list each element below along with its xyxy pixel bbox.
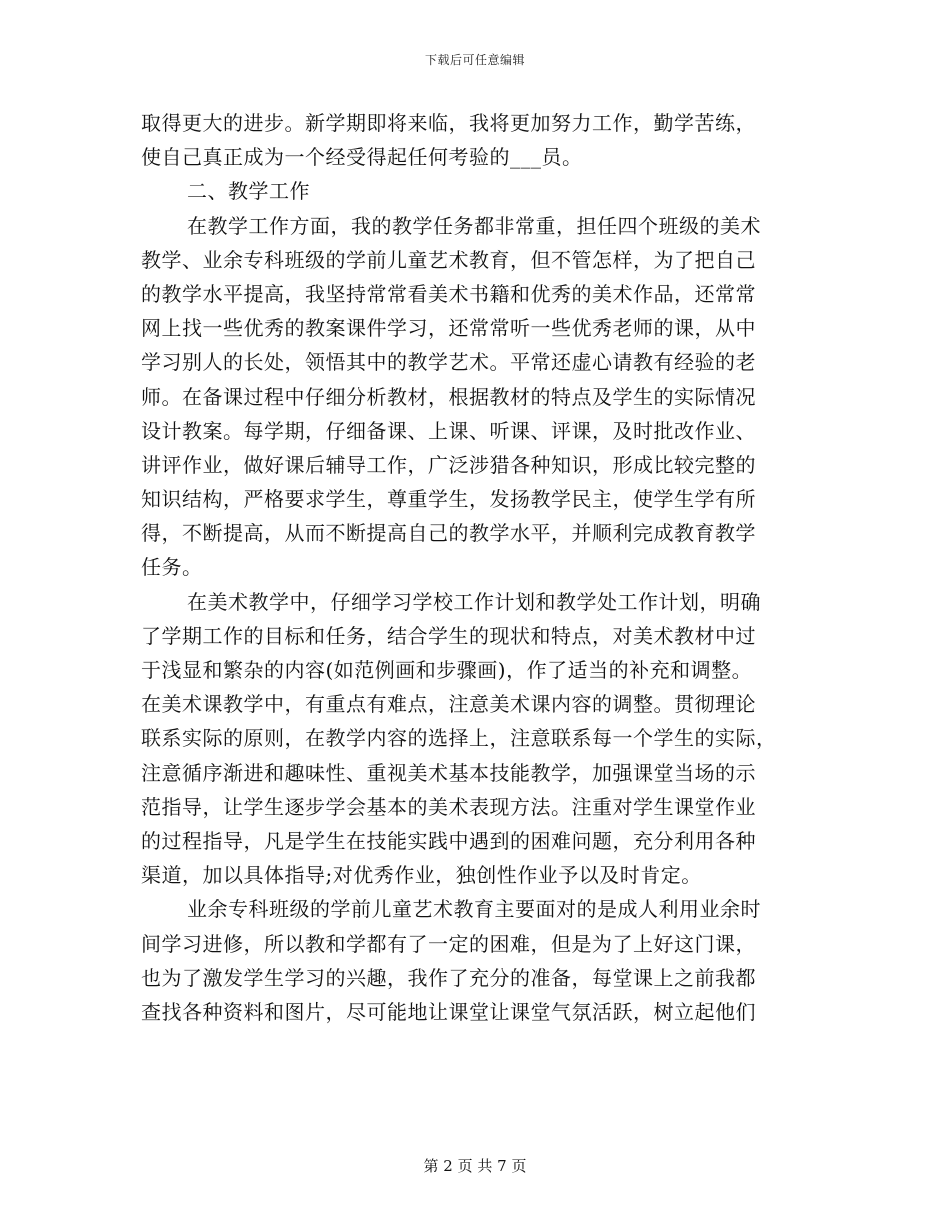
- text-line: 任务。: [141, 555, 203, 580]
- page-header-note: 下载后可任意编辑: [424, 53, 525, 67]
- text-line: 查找各种资料和图片，尽可能地让课堂让课堂气氛活跃，树立起他们: [141, 999, 756, 1024]
- text-line: 了学期工作的目标和任务，结合学生的现状和特点，对美术教材中过: [141, 623, 756, 648]
- section-heading: 二、教学工作: [187, 179, 310, 204]
- text-line: 注意循序渐进和趣味性、重视美术基本技能教学，加强课堂当场的示: [141, 760, 756, 785]
- text-line: 讲评作业，做好课后辅导工作，广泛涉猎各种知识，形成比较完整的: [141, 452, 756, 477]
- page-number-footer: 第 2 页 共 7 页: [423, 1157, 527, 1175]
- text-line: 使自己真正成为一个经受得起任何考验的___员。: [141, 145, 583, 170]
- text-line: 在美术课教学中，有重点有难点，注意美术课内容的调整。贯彻理论: [141, 692, 756, 717]
- text-line: 范指导，让学生逐步学会基本的美术表现方法。注重对学生课堂作业: [141, 794, 756, 819]
- document-body: [141, 106, 809, 1029]
- text-line: 取得更大的进步。新学期即将来临，我将更加努力工作，勤学苦练，: [141, 111, 756, 135]
- text-line: 网上找一些优秀的教案课件学习，还常常听一些优秀老师的课，从中: [141, 316, 756, 341]
- text-line: 联系实际的原则，在教学内容的选择上，注意联系每一个学生的实际，: [141, 726, 777, 751]
- paragraph-start-line: 在美术教学中，仔细学习学校工作计划和教学处工作计划，明确: [187, 589, 761, 614]
- text-line: 教学、业余专科班级的学前儿童艺术教育，但不管怎样，为了把自己: [141, 247, 756, 272]
- text-line: 间学习进修，所以教和学都有了一定的困难，但是为了上好这门课，: [141, 931, 756, 956]
- text-line: 学习别人的长处，领悟其中的教学艺术。平常还虚心请教有经验的老: [141, 350, 756, 375]
- paragraph-start-line: 业余专科班级的学前儿童艺术教育主要面对的是成人利用业余时: [187, 897, 761, 922]
- text-line: 得，不断提高，从而不断提高自己的教学水平，并顺利完成教育教学: [141, 521, 756, 546]
- paragraph-start-line: 在教学工作方面，我的教学任务都非常重，担任四个班级的美术: [187, 213, 761, 238]
- text-line: 师。在备课过程中仔细分析教材，根据教材的特点及学生的实际情况: [141, 384, 756, 409]
- text-line: 设计教案。每学期，仔细备课、上课、听课、评课，及时批改作业、: [141, 418, 756, 443]
- text-line: 也为了激发学生学习的兴趣，我作了充分的准备，每堂课上之前我都: [141, 965, 756, 990]
- text-line: 的过程指导，凡是学生在技能实践中遇到的困难问题，充分利用各种: [141, 828, 756, 853]
- text-line: 知识结构，严格要求学生，尊重学生，发扬教学民主，使学生学有所: [141, 487, 756, 512]
- text-line: 渠道，加以具体指导;对优秀作业，独创性作业予以及时肯定。: [141, 863, 702, 888]
- text-line: 的教学水平提高，我坚持常常看美术书籍和优秀的美术作品，还常常: [141, 281, 756, 306]
- text-line: 于浅显和繁杂的内容(如范例画和步骤画)，作了适当的补充和调整。: [141, 658, 753, 682]
